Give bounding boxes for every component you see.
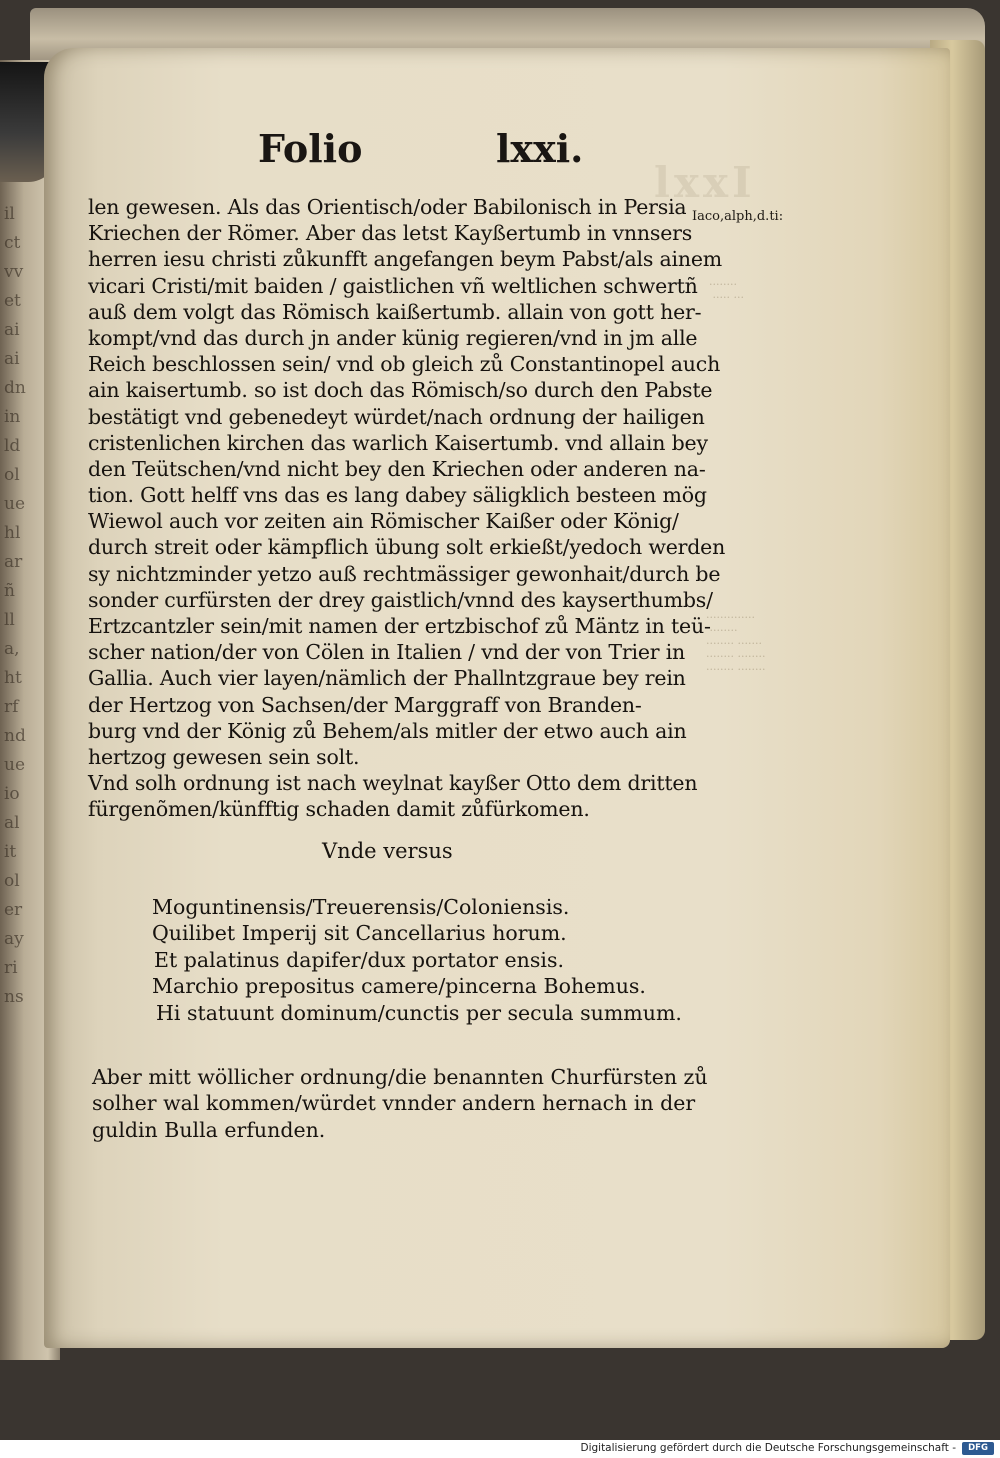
text-line: scher nation/der von Cölen in Italien / vnd der von Trier in	[88, 640, 686, 665]
verse-heading: Vnde versus	[322, 839, 453, 863]
text-line: hertzog gewesen sein solt.	[88, 744, 360, 769]
folio-number: lxxi.	[496, 126, 584, 171]
show-through-note: ........ ..... ...	[708, 275, 744, 301]
text-line: der Hertzog von Sachsen/der Marggraff von Branden-	[88, 692, 642, 717]
text-line: den Teütschen/vnd nicht bey den Kriechen oder anderen na-	[88, 456, 706, 481]
text-line: Ertzcantzler sein/mit namen der ertzbischof zů Mäntz in teü-	[88, 614, 711, 638]
text-line: Kriechen der Römer. Aber das letst Kayßertumb in vnnsers	[88, 221, 693, 246]
folio-label: Folio	[258, 126, 363, 171]
text-line: sy nichtzminder yetzo auß rechtmässiger gewonhait/durch be	[88, 561, 721, 586]
running-head	[248, 126, 648, 176]
marginal-note: Iaco,alph,d.ti:	[692, 209, 784, 224]
show-through-heading: lxxI	[654, 158, 756, 207]
verse-line: Moguntinensis/Treuerensis/Coloniensis.	[152, 895, 570, 919]
text-line: Vnd solh ordnung ist nach weylnat kayßer Otto dem dritten	[88, 771, 698, 796]
text-line: kompt/vnd das durch jn ander künig regieren/vnd in jm alle	[88, 325, 698, 350]
text-line: Wiewol auch vor zeiten ain Römischer Kaißer oder König/	[88, 509, 679, 534]
closing-paragraph	[92, 1064, 708, 1143]
text-line: durch streit oder kämpflich übung solt erkießt/yedoch werden	[88, 535, 726, 560]
body-text	[88, 194, 726, 823]
text-line: Aber mitt wöllicher ordnung/die benannten Churfürsten zů	[92, 1065, 708, 1089]
verse-line: Quilibet Imperij sit Cancellarius horum.	[152, 921, 567, 946]
footer-bar	[0, 1440, 1000, 1458]
text-line: herren iesu christi zůkunfft angefangen beym Pabst/als ainem	[88, 247, 723, 272]
text-line: ain kaisertumb. so ist doch das Römisch/so durch den Pabste	[88, 378, 713, 403]
text-line: Gallia. Auch vier layen/nämlich der Phallntzgraue bey rein	[88, 666, 686, 691]
text-line: sonder curfürsten der drey gaistlich/vnnd des kayserthumbs/	[88, 587, 713, 612]
text-line: fürgenõmen/künfftig schaden damit zůfürkomen.	[88, 797, 590, 822]
text-line: auß dem volgt das Römisch kaißertumb. allain von gott her-	[88, 299, 702, 324]
text-line: solher wal kommen/würdet vnnder andern hernach in der	[92, 1091, 696, 1116]
show-through-note: .............. ........ ........ ....... ........ ........ ........ ........	[706, 608, 766, 673]
facing-page-fragments: il ct vv et ai ai dn in ld ol ue hl ar ñ ll a, ht rf nd ue io al it ol er ay ri ns	[4, 204, 26, 1007]
text-line: bestätigt vnd gebenedeyt würdet/nach ordnung der hailigen	[88, 404, 705, 429]
dfg-logo: DFG	[962, 1442, 994, 1455]
text-line: burg vnd der König zů Behem/als mitler der etwo auch ain	[88, 718, 687, 743]
text-line: vicari Cristi/mit baiden / gaistlichen vñ weltlichen schwertñ	[88, 273, 698, 298]
text-line: guldin Bulla erfunden.	[92, 1117, 326, 1142]
text-line: tion. Gott helff vns das es lang dabey säligklich besteen mög	[88, 483, 707, 508]
text-line: len gewesen. Als das Orientisch/oder Babilonisch in Persia	[88, 195, 687, 219]
verse-line: Hi statuunt dominum/cunctis per secula summum.	[156, 1000, 682, 1025]
funding-credit: Digitalisierung gefördert durch die Deutsche Forschungsgemeinschaft -	[580, 1442, 956, 1454]
text-line: Reich beschlossen sein/ vnd ob gleich zů Constantinopel auch	[88, 352, 721, 377]
verse-line: Et palatinus dapifer/dux portator ensis.	[154, 947, 564, 972]
verse-line: Marchio prepositus camere/pincerna Bohemus.	[152, 974, 646, 999]
verse-block	[152, 894, 682, 1026]
text-line: cristenlichen kirchen das warlich Kaisertumb. vnd allain bey	[88, 430, 708, 455]
